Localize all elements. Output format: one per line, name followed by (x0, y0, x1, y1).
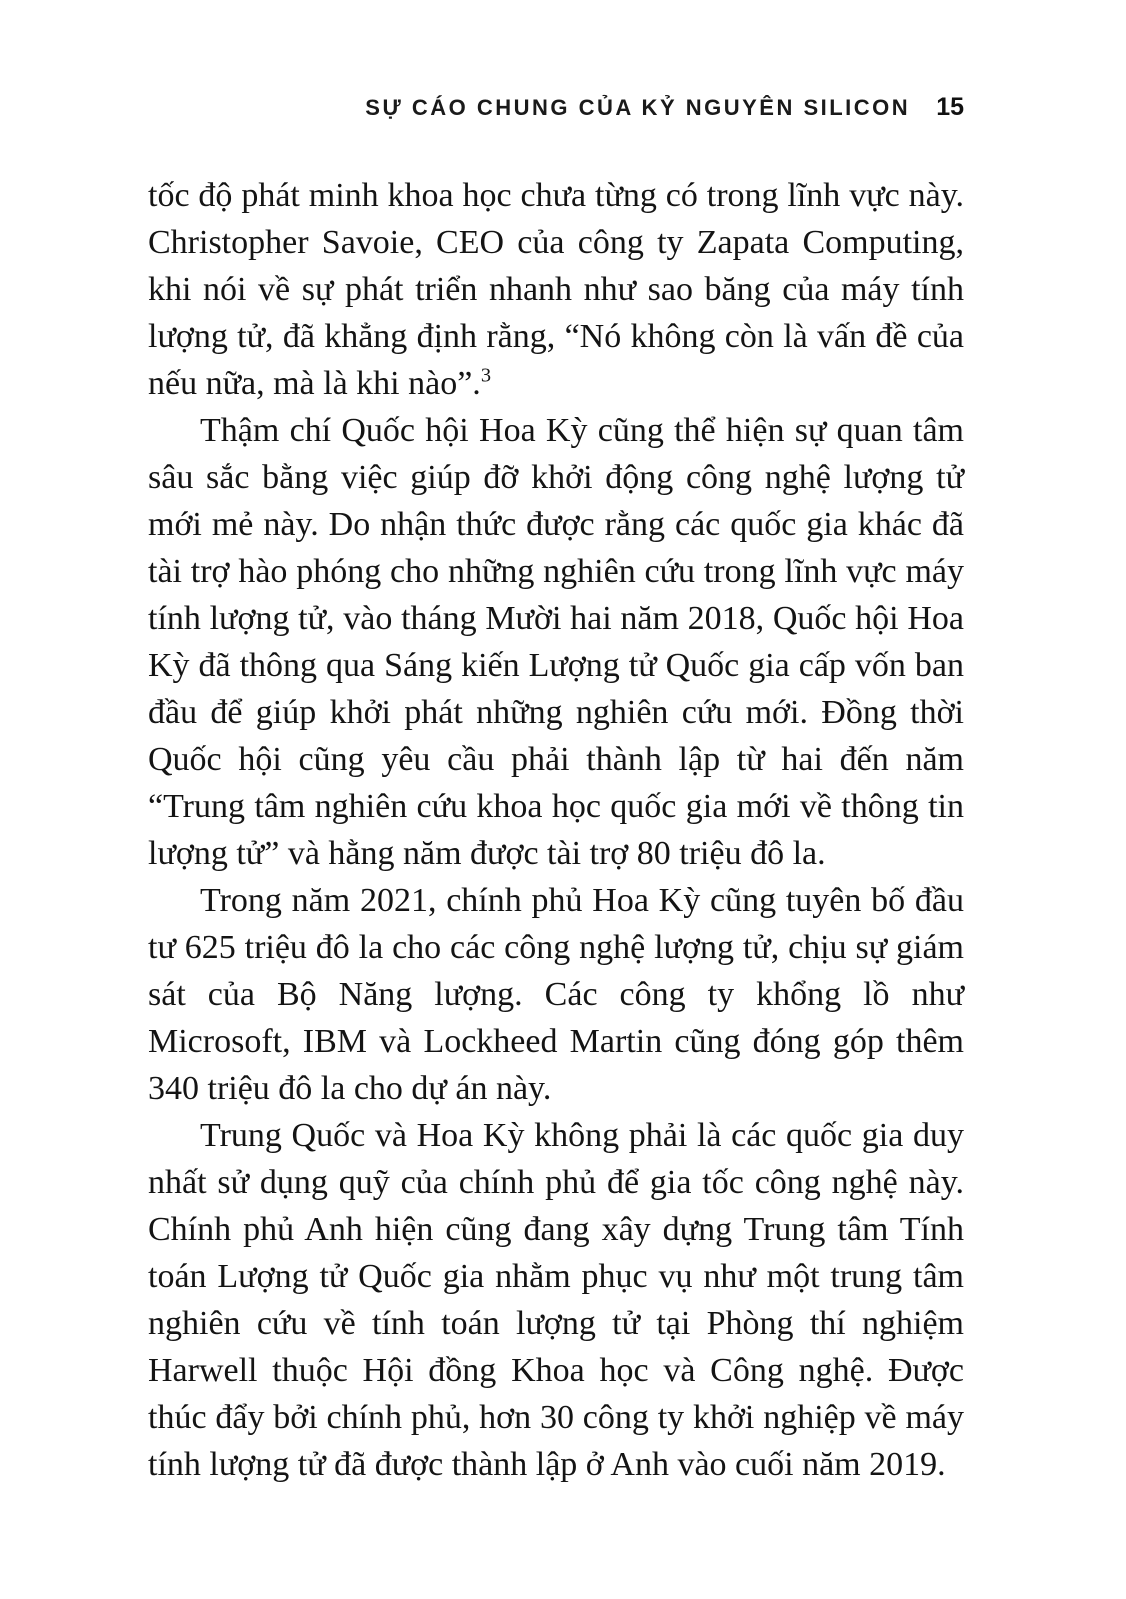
paragraph-1-text: tốc độ phát minh khoa học chưa từng có trong lĩnh vực này. Christopher Savoie, CEO của công ty Zapata Computing, khi nói về sự phát triển nhanh như sao băng của máy tính lượng tử, đã khẳng định rằng, “Nó không còn là vấn đề của nếu nữa, mà là khi nào”. (148, 177, 964, 402)
paragraph-3-text: Trong năm 2021, chính phủ Hoa Kỳ cũng tuyên bố đầu tư 625 triệu đô la cho các công nghệ lượng tử, chịu sự giám sát của Bộ Năng lượng. Các công ty khổng lồ như Microsoft, IBM và Lockheed Martin cũng đóng góp thêm 340 triệu đô la cho dự án này. (148, 882, 964, 1107)
chapter-title: SỰ CÁO CHUNG CỦA KỶ NGUYÊN SILICON (365, 95, 911, 120)
page-number: 15 (936, 93, 964, 121)
running-header (148, 93, 964, 122)
paragraph-2 (148, 407, 964, 877)
paragraph-2-text: Thậm chí Quốc hội Hoa Kỳ cũng thể hiện sự quan tâm sâu sắc bằng việc giúp đỡ khởi động công nghệ lượng tử mới mẻ này. Do nhận thức được rằng các quốc gia khác đã tài trợ hào phóng cho những nghiên cứu trong lĩnh vực máy tính lượng tử, vào tháng Mười hai năm 2018, Quốc hội Hoa Kỳ đã thông qua Sáng kiến Lượng tử Quốc gia cấp vốn ban đầu để giúp khởi phát những nghiên cứu mới. Đồng thời Quốc hội cũng yêu cầu phải thành lập từ hai đến năm “Trung tâm nghiên cứu khoa học quốc gia mới về thông tin lượng tử” và hằng năm được tài trợ 80 triệu đô la. (148, 412, 964, 872)
body-text (148, 172, 964, 1488)
paragraph-4-text: Trung Quốc và Hoa Kỳ không phải là các quốc gia duy nhất sử dụng quỹ của chính phủ để gia tốc công nghệ này. Chính phủ Anh hiện cũng đang xây dựng Trung tâm Tính toán Lượng tử Quốc gia nhằm phục vụ như một trung tâm nghiên cứu về tính toán lượng tử tại Phòng thí nghiệm Harwell thuộc Hội đồng Khoa học và Công nghệ. Được thúc đẩy bởi chính phủ, hơn 30 công ty khởi nghiệp về máy tính lượng tử đã được thành lập ở Anh vào cuối năm 2019. (148, 1117, 964, 1483)
paragraph-1 (148, 172, 964, 407)
paragraph-4 (148, 1112, 964, 1488)
footnote-marker: 3 (480, 364, 492, 387)
paragraph-3 (148, 877, 964, 1112)
